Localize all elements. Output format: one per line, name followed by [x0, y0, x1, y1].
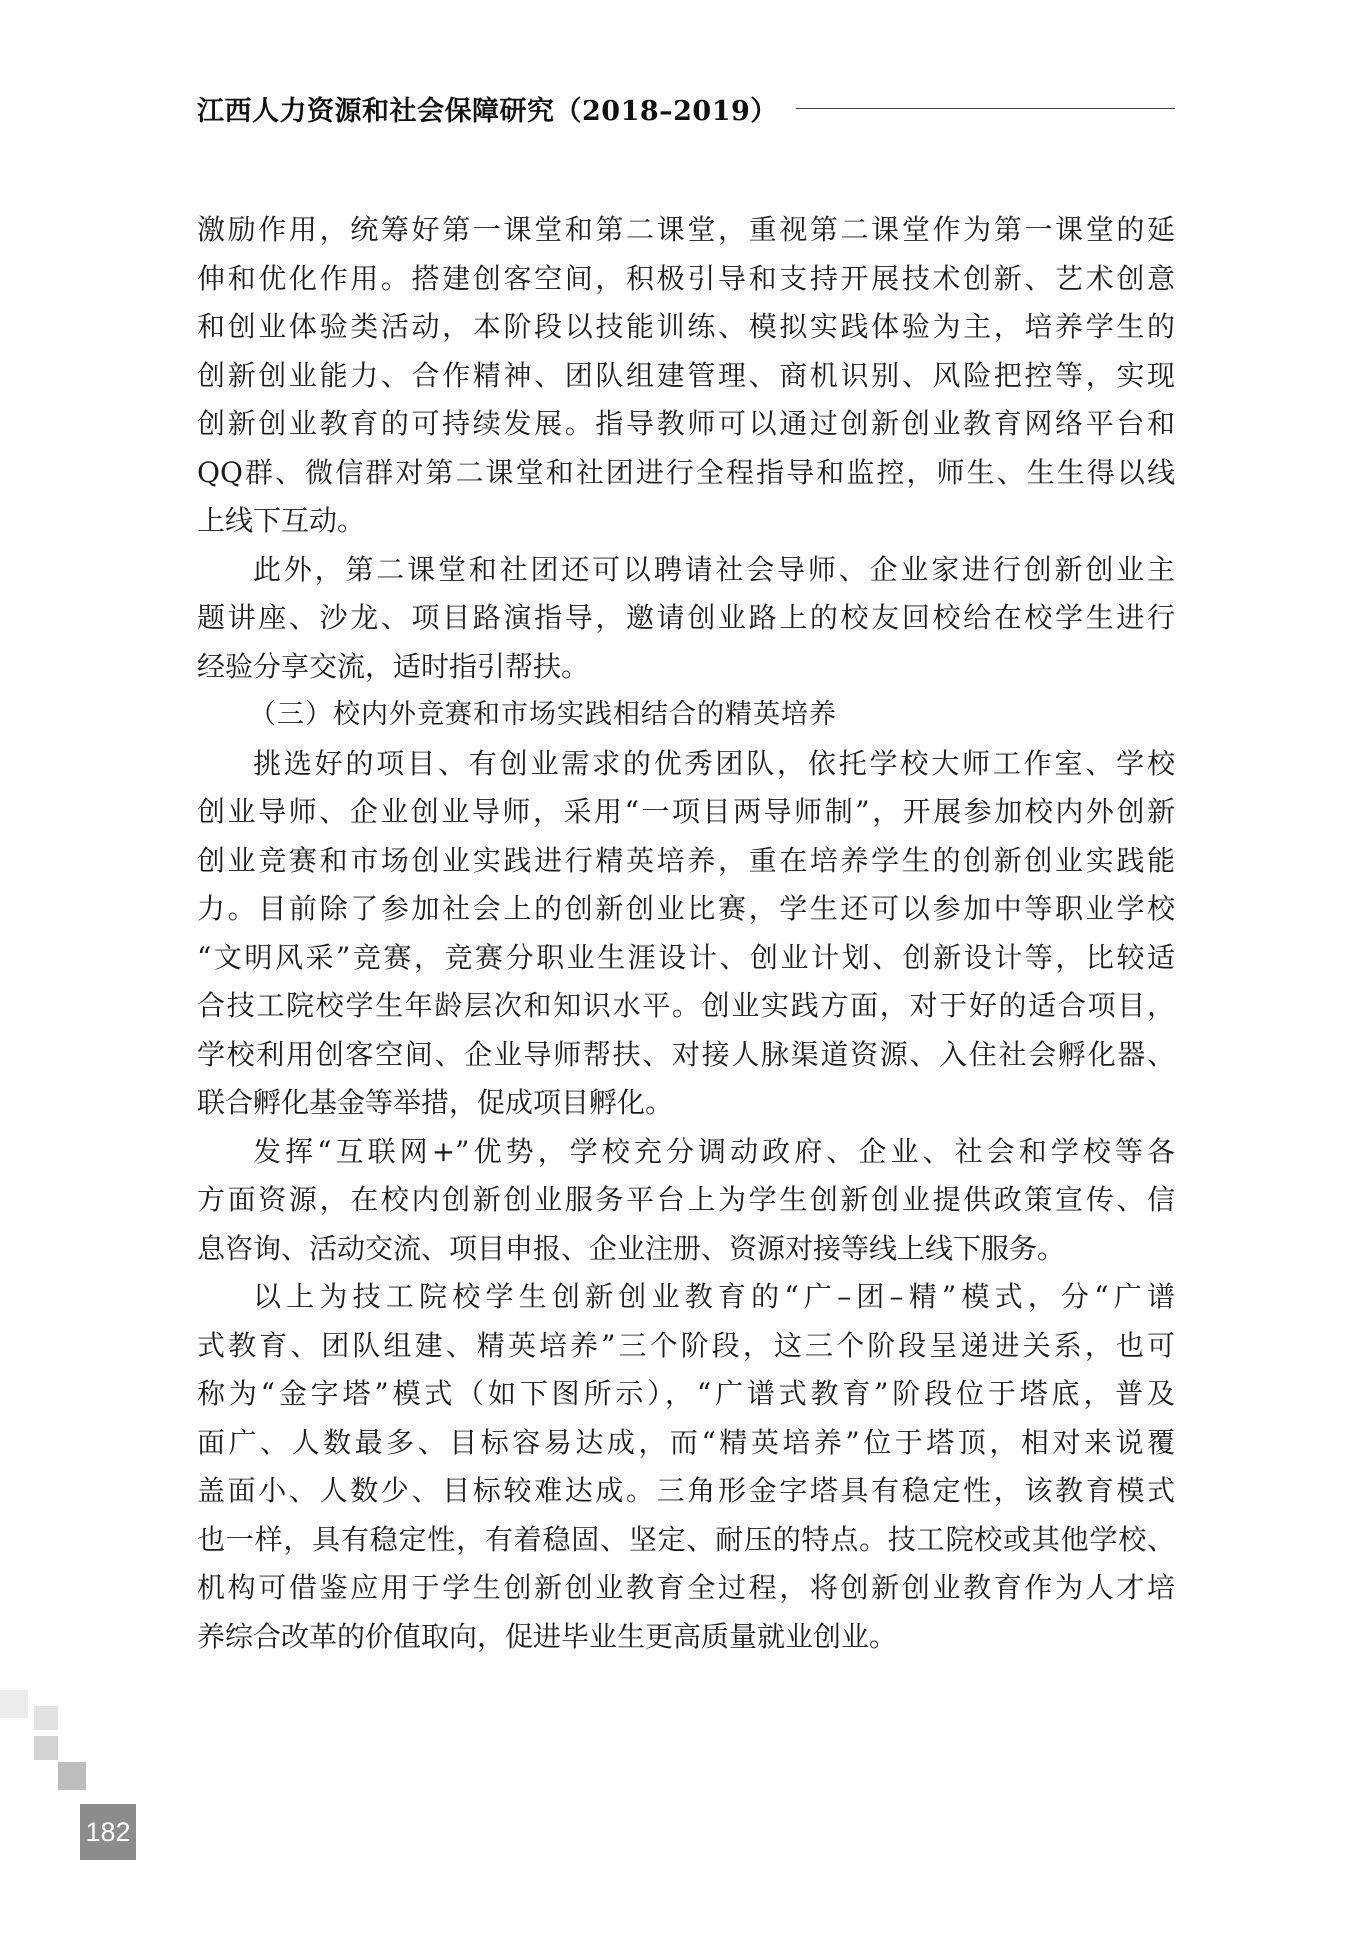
paragraph-5: [197, 1273, 1175, 1661]
text-line: 此外，第二课堂和社团还可以聘请社会导师、企业家进行创新创业主: [253, 552, 1175, 586]
decorative-square: [34, 1736, 58, 1760]
running-header: [197, 88, 1175, 128]
text-line: 盖面小、人数少、目标较难达成。三角形金字塔具有稳定性，该教育模式: [197, 1474, 1175, 1507]
paragraph-4: [197, 1128, 1175, 1274]
text-line: 经验分享交流，适时指引帮扶。: [197, 649, 590, 683]
text-line: 发挥“互联网+”优势，学校充分调动政府、企业、社会和学校等各: [253, 1134, 1175, 1168]
decorative-square: [0, 1690, 28, 1718]
decorative-square: [34, 1706, 58, 1730]
text-line: 创业导师、企业创业导师，采用“一项目两导师制”，开展参加校内外创新: [197, 795, 1175, 828]
paragraph-2: [197, 546, 1175, 692]
paragraph-1: [197, 206, 1175, 546]
text-line: 机构可借鉴应用于学生创新创业教育全过程，将创新创业教育作为人才培: [197, 1571, 1175, 1604]
paragraph-3: [197, 740, 1175, 1128]
text-line: 养综合改革的价值取向，促进毕业生更高质量就业创业。: [197, 1619, 898, 1653]
text-line: 和创业体验类活动，本阶段以技能训练、模拟实践体验为主，培养学生的: [197, 310, 1175, 343]
body-text: [197, 206, 1175, 1661]
text-line: QQ群、微信群对第二课堂和社团进行全程指导和监控，师生、生生得以线: [197, 455, 1175, 489]
text-line: 创新创业能力、合作精神、团队组建管理、商机识别、风险把控等，实现: [197, 358, 1175, 392]
text-line: 题讲座、沙龙、项目路演指导，邀请创业路上的校友回校给在校学生进行: [197, 601, 1175, 634]
text-line: 创业竞赛和市场创业实践进行精英培养，重在培养学生的创新创业实践能: [197, 843, 1175, 877]
text-line: 创新创业教育的可持续发展。指导教师可以通过创新创业教育网络平台和: [197, 407, 1175, 440]
text-line: 方面资源，在校内创新创业服务平台上为学生创新创业提供政策宣传、信: [197, 1183, 1175, 1216]
text-line: 伸和优化作用。搭建创客空间，积极引导和支持开展技术创新、艺术创意: [197, 261, 1175, 295]
text-line: 力。目前除了参加社会上的创新创业比赛，学生还可以参加中等职业学校: [197, 892, 1175, 925]
text-line: “文明风采”竞赛，竞赛分职业生涯设计、创业计划、创新设计等，比较适: [197, 940, 1175, 974]
text-line: 上线下互动。: [197, 504, 366, 537]
book-title: 江西人力资源和社会保障研究（2018–2019）: [197, 95, 778, 127]
text-line: 以上为技工院校学生创新创业教育的“广–团–精”模式，分“广谱: [253, 1280, 1175, 1313]
decorative-square: [58, 1762, 86, 1790]
text-line: 面广、人数最多、目标容易达成，而“精英培养”位于塔顶，相对来说覆: [197, 1425, 1175, 1459]
text-line: 联合孵化基金等举措，促成项目孵化。: [197, 1086, 674, 1119]
text-line: 称为“金字塔”模式（如下图所示），“广谱式教育”阶段位于塔底，普及: [197, 1377, 1175, 1410]
text-line: 式教育、团队组建、精英培养”三个阶段，这三个阶段呈递进关系，也可: [197, 1328, 1175, 1362]
section-heading: （三）校内外竞赛和市场实践相结合的精英培养: [249, 699, 837, 730]
text-line: 激励作用，统筹好第一课堂和第二课堂，重视第二课堂作为第一课堂的延: [197, 213, 1175, 246]
page-number: 182: [80, 1804, 136, 1860]
text-line: 挑选好的项目、有创业需求的优秀团队，依托学校大师工作室、学校: [253, 746, 1175, 780]
text-line: 合技工院校学生年龄层次和知识水平。创业实践方面，对于好的适合项目，: [197, 989, 1175, 1022]
text-line: 也一样，具有稳定性，有着稳固、坚定、耐压的特点。技工院校或其他学校、: [197, 1522, 1175, 1556]
text-line: 学校利用创客空间、企业导师帮扶、对接人脉渠道资源、入住社会孵化器、: [197, 1037, 1175, 1071]
header-rule: [796, 108, 1175, 109]
text-line: 息咨询、活动交流、项目申报、企业注册、资源对接等线上线下服务。: [197, 1231, 1066, 1265]
